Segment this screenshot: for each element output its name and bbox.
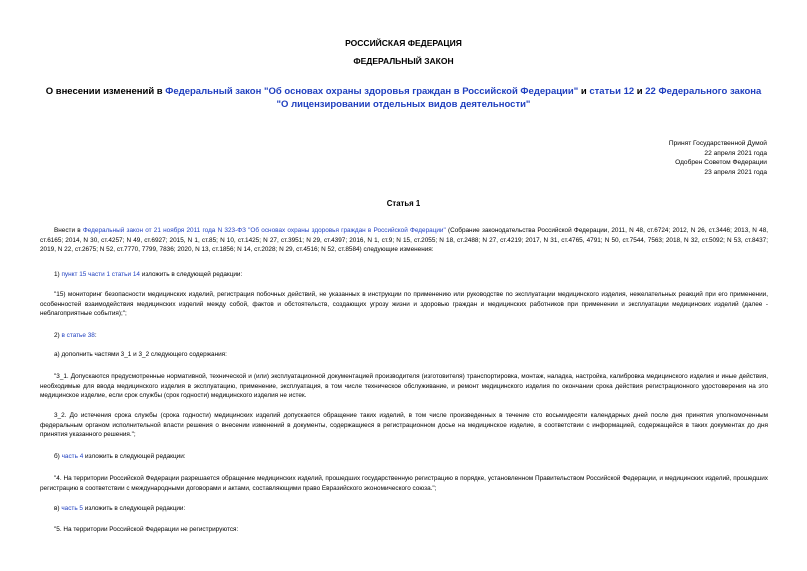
quoted-part-3-2: 3_2. До истечения срока службы (срока годности) медицинских изделий допускается обращение таких изделий, в том числе произведенных в течение сто восьмидесяти календарных дней после дня принятия уполномоченным федеральным органом исполнительной власти решения о внесении изменений в документы, содержащиеся в регистрационном досье на медицинское изделие, в соответствии с информацией, содержащейся в таких документах до дня принятия указанного решения."; xyxy=(40,412,768,439)
subitem-b-pre: б) xyxy=(54,453,62,460)
title-link-federal-law[interactable]: Федеральный закон "Об основах охраны здоровья граждан в Российской Федерации" xyxy=(165,86,579,97)
duma-date: 22 апреля 2021 года xyxy=(704,149,767,157)
intro-text-post: (Собрание законодательства Российской Федерации, 2011, N 48, ст.6724; 2012, N 26, ст.3446; 2013, N 48, ст.6165; 2014, N 30, ст.4257; N 49, ст.6927; 2015, N 1, ст.85; N 10, ст.1425; N 27, ст.3951; N 29, ст.4397; 2016, N 1, ст.9; N 15, ст.2055; N 18, ст.2488; N 27, ст.4219; 2017, N 31, ст.4765, 4791; N 50, ст.7544, 7563; 2018, N 32, ст.5092; N 53, ст.8437; 2019, N 22, ст.2675; N 52, ст.7770, 7799, 7836; 2020, N 13, ст.1856; N 14, ст.2028; N 29, ст.4516; N 52, ст.8584) следующие изменения: xyxy=(40,227,769,254)
approved-by-council: Одобрен Советом Федерации xyxy=(675,159,767,166)
subitem-b-post: изложить в следующей редакции: xyxy=(83,453,186,460)
subitem-a: а) дополнить частями 3_1 и 3_2 следующего содержания: xyxy=(54,351,227,358)
law-type-heading: ФЕДЕРАЛЬНЫЙ ЗАКОН xyxy=(353,56,454,66)
item-2-link[interactable]: в статье 38 xyxy=(61,332,95,339)
item-2-post: : xyxy=(94,332,97,339)
item-1-link[interactable]: пункт 15 части 1 статьи 14 xyxy=(61,271,140,278)
title-link-article-12[interactable]: статьи 12 xyxy=(589,86,635,97)
item-2-paragraph xyxy=(40,331,768,341)
title-text-2: и xyxy=(578,86,590,97)
intro-paragraph xyxy=(40,226,768,255)
subitem-c-pre: в) xyxy=(54,505,62,512)
quoted-part-4: "4. На территории Российской Федерации разрешается обращение медицинских изделий, прошедших государственную регистрацию в порядке, установленном Правительством Российской Федерации, и медицинских изделий, прошедших регистрацию в соответствии с международными договорами и актами, составляющими право Евразийского экономического союза."; xyxy=(40,475,768,492)
item-2-pre: 2) xyxy=(54,332,62,339)
article-heading: Статья 1 xyxy=(386,199,421,208)
item-1-pre: 1) xyxy=(54,271,62,278)
council-date: 23 апреля 2021 года xyxy=(704,168,767,176)
subitem-c xyxy=(40,504,768,514)
quoted-part-5: "5. На территории Российской Федерации не регистрируются: xyxy=(54,526,239,533)
title-link-licensing-law[interactable]: 22 Федерального закона "О лицензировании отдельных видов деятельности" xyxy=(276,86,762,110)
item-1-post: изложить в следующей редакции: xyxy=(139,271,243,278)
subitem-b xyxy=(40,452,768,462)
title-text-1: О внесении изменений в xyxy=(45,86,166,97)
title-text-3: и xyxy=(634,86,646,97)
quoted-item-15: "15) мониторинг безопасности медицинских изделий, регистрация побочных действий, не указанных в инструкции по применению или руководстве по эксплуатации медицинского изделия, нежелательных реакций при его применении, особенностей взаимодействия медицинских изделий между собой, фактов и обстоятельств, создающих угрозу жизни и здоровью граждан и медицинских работников при применении и эксплуатации медицинских изделий (далее - неблагоприятные события);"; xyxy=(40,291,768,318)
intro-link-law-323[interactable]: Федеральный закон от 21 ноября 2011 года N 323-ФЗ "Об основах охраны здоровья граждан в Российской Федерации" xyxy=(82,227,446,234)
subitem-c-post: изложить в следующей редакции: xyxy=(82,505,186,512)
subitem-c-link[interactable]: часть 5 xyxy=(61,505,83,512)
acceptance-block xyxy=(669,139,767,177)
country-heading: РОССИЙСКАЯ ФЕДЕРАЦИЯ xyxy=(345,38,462,48)
accepted-by-duma: Принят Государственной Думой xyxy=(668,140,767,147)
item-1-paragraph xyxy=(40,270,768,280)
quoted-part-3-1: "3_1. Допускаются предусмотренные нормативной, технической и (или) эксплуатационной документацией производителя (изготовителя) транспортировка, монтаж, наладка, настройка, калибровка медицинского изделия и иные действия, необходимые для ввода медицинского изделия в эксплуатацию, применение, эксплуатация, в том числе техническое обслуживание, и ремонт медицинского изделия по окончании срока действия регистрационного удостоверения на это медицинское изделие, если срок службы (срок годности) медицинского изделия не истек. xyxy=(40,373,768,400)
intro-text-pre: Внести в xyxy=(54,227,83,234)
law-title xyxy=(40,85,767,111)
subitem-b-link[interactable]: часть 4 xyxy=(61,453,84,460)
